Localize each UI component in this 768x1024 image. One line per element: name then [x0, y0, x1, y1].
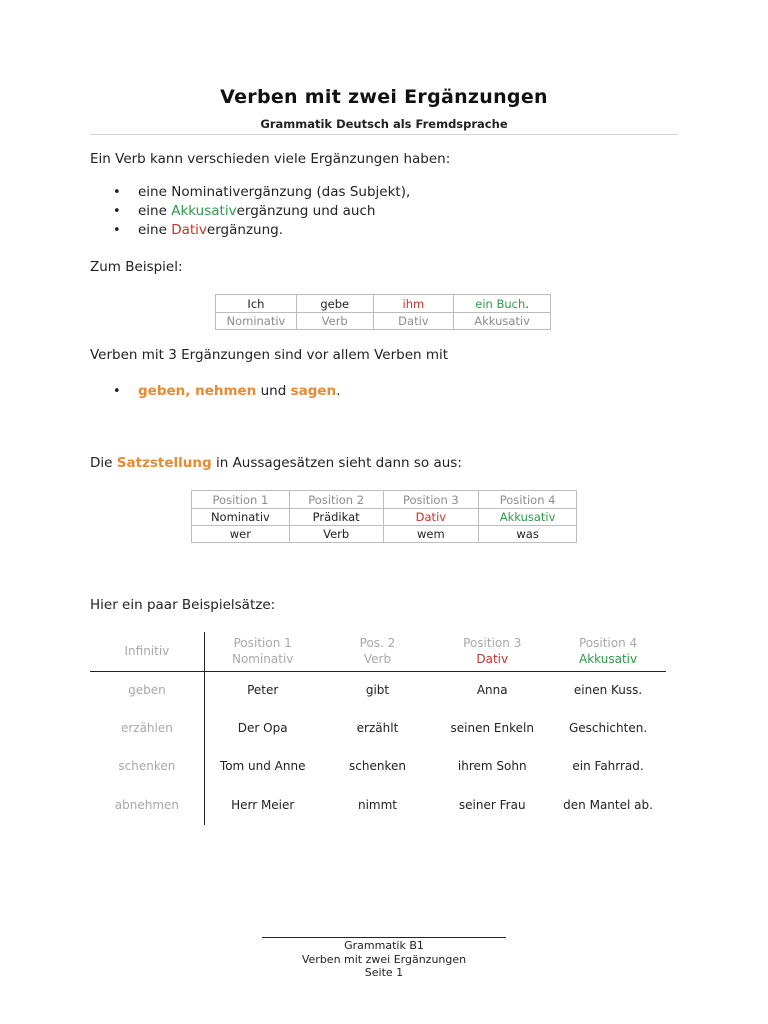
- verbs-bullet-list: [113, 382, 340, 401]
- table-cell: Tom und Anne: [219, 759, 306, 773]
- table-cell: erzählen: [90, 709, 204, 747]
- table-cell: Nominativ: [192, 509, 290, 526]
- table-cell: ein Fahrrad.: [572, 759, 644, 773]
- table-cell: einen Kuss.: [573, 683, 643, 698]
- table-cell: Akkusativ: [454, 313, 551, 330]
- table-cell: ihrem Sohn: [457, 759, 527, 773]
- table-cell: Pos. 2 Verb: [321, 632, 435, 671]
- word-order-text: Die Satzstellung in Aussagesätzen sieht dann so aus:: [90, 455, 462, 471]
- table-cell: geben: [90, 671, 204, 709]
- table-cell: Verb: [289, 526, 383, 543]
- word-order-table: [191, 490, 577, 543]
- table-cell: Position 1: [192, 491, 290, 509]
- table-cell: Infinitiv: [90, 632, 204, 671]
- sentences-label: Hier ein paar Beispielsätze:: [90, 597, 276, 613]
- table-cell: wer: [192, 526, 290, 543]
- dativ-highlight: Dativ: [171, 222, 207, 238]
- list-item: • eine Akkusativergänzung und auch: [113, 202, 410, 221]
- table-cell: den Mantel ab.: [563, 798, 653, 812]
- verbs3-text: Verben mit 3 Ergänzungen sind vor allem Verben mit: [90, 347, 449, 363]
- table-row: [90, 785, 666, 825]
- table-cell: ein Buch.: [454, 295, 551, 313]
- table-row: [192, 509, 577, 526]
- table-cell: Anna: [476, 683, 508, 698]
- footer-course: Grammatik B1: [344, 939, 424, 952]
- table-cell: Herr Meier: [231, 798, 295, 812]
- list-item: • eine Dativergänzung.: [113, 221, 410, 240]
- table-cell: Prädikat: [289, 509, 383, 526]
- page-title: Verben mit zwei Ergänzungen: [220, 86, 548, 108]
- table-cell: Position 1 Nominativ: [204, 632, 320, 671]
- footer-divider: [262, 937, 506, 938]
- table-cell: was: [479, 526, 577, 543]
- table-cell: Position 3: [383, 491, 479, 509]
- table-cell: abnehmen: [90, 785, 204, 825]
- verbs-highlight: sagen: [290, 383, 337, 399]
- table-cell: Verb: [296, 313, 373, 330]
- table-cell: Geschichten.: [568, 721, 648, 735]
- verbs-highlight: geben, nehmen: [138, 383, 257, 399]
- example-sentences-table: [90, 632, 666, 825]
- example-label: Zum Beispiel:: [90, 259, 183, 275]
- table-row: [90, 671, 666, 709]
- table-row: [90, 632, 666, 671]
- table-row: [192, 526, 577, 543]
- title-divider: [90, 134, 678, 135]
- akkusativ-highlight: Akkusativ: [171, 203, 237, 219]
- table-cell: Der Opa: [237, 721, 288, 735]
- table-cell: Dativ: [383, 509, 479, 526]
- table-cell: Position 4: [479, 491, 577, 509]
- table-row: [216, 295, 551, 313]
- table-cell: gibt: [365, 683, 390, 698]
- table-cell: seinen Enkeln: [450, 721, 534, 735]
- table-cell: Dativ: [373, 313, 454, 330]
- footer-page-number: Seite 1: [364, 966, 404, 979]
- table-cell: gebe: [296, 295, 373, 313]
- table-row: [90, 709, 666, 747]
- table-cell: Ich: [216, 295, 297, 313]
- table-cell: schenken: [349, 759, 406, 773]
- list-item: • geben, nehmen und sagen.: [113, 382, 340, 401]
- intro-text: Ein Verb kann verschieden viele Ergänzungen haben:: [90, 151, 451, 167]
- example-table: [215, 294, 551, 330]
- table-cell: nimmt: [357, 798, 397, 812]
- table-cell: Position 3 Dativ: [434, 632, 550, 671]
- table-cell: wem: [383, 526, 479, 543]
- table-row: [192, 491, 577, 509]
- table-cell: Akkusativ: [479, 509, 577, 526]
- satzstellung-highlight: Satzstellung: [116, 455, 212, 471]
- table-row: [216, 313, 551, 330]
- table-cell: seiner Frau: [458, 798, 526, 812]
- table-cell: Nominativ: [216, 313, 297, 330]
- page-footer: [262, 939, 506, 980]
- table-row: [90, 747, 666, 785]
- case-bullet-list: [113, 183, 410, 240]
- table-cell: schenken: [90, 747, 204, 785]
- table-cell: erzählt: [356, 721, 399, 735]
- table-cell: ihm: [373, 295, 454, 313]
- footer-title: Verben mit zwei Ergänzungen: [301, 952, 467, 966]
- table-cell: Peter: [247, 683, 279, 698]
- table-cell: Position 4 Akkusativ: [550, 632, 666, 671]
- page-subtitle: Grammatik Deutsch als Fremdsprache: [260, 117, 508, 131]
- list-item: • eine Nominativergänzung (das Subjekt),: [113, 183, 410, 202]
- table-cell: Position 2: [289, 491, 383, 509]
